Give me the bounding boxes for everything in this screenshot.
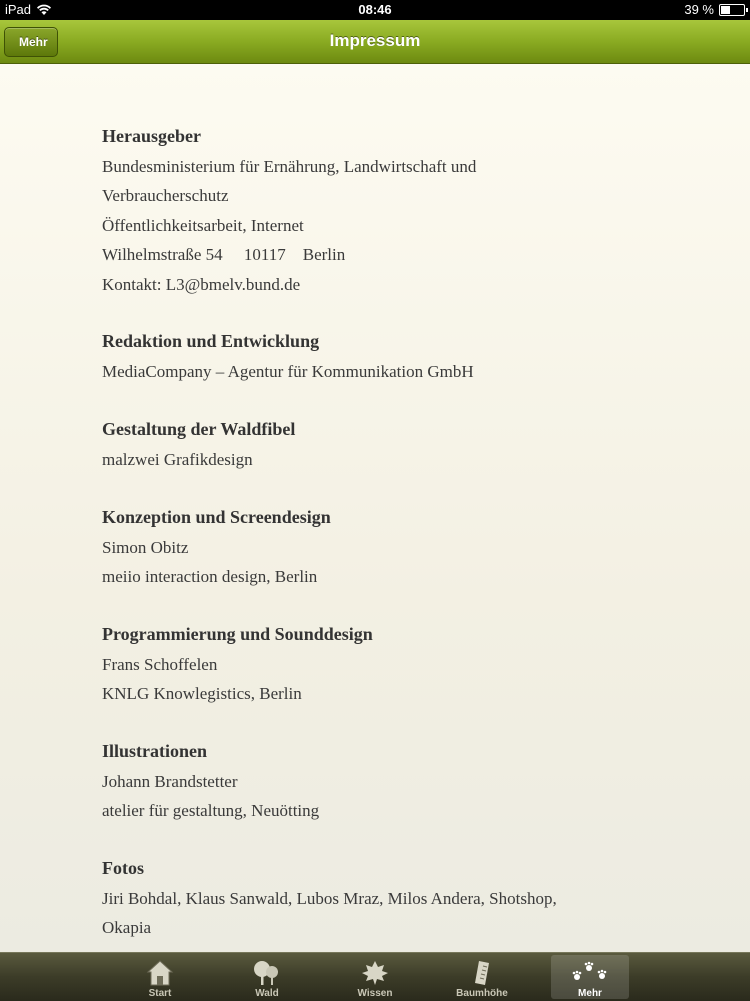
section-line: Wilhelmstraße 54 10117 Berlin xyxy=(102,245,346,264)
tab-mehr[interactable] xyxy=(551,955,629,999)
ruler-icon xyxy=(443,959,521,987)
section-line: Johann Brandstetter xyxy=(102,771,238,791)
section-heading: Konzeption und Screendesign xyxy=(102,507,331,527)
trees-icon xyxy=(228,959,306,987)
device-name: iPad xyxy=(5,2,32,17)
tab-label: Wissen xyxy=(357,988,393,999)
section-heading: Gestaltung der Waldfibel xyxy=(102,419,296,439)
section-konzeption xyxy=(102,503,722,592)
tab-start[interactable] xyxy=(121,955,199,999)
page-title: Impressum xyxy=(329,31,421,50)
section-line: malzwei Grafikdesign xyxy=(102,449,253,469)
tab-label: Wald xyxy=(255,988,279,999)
battery-percent: 39 % xyxy=(684,2,714,17)
contact-email[interactable]: Kontakt: L3@bmelv.bund.de xyxy=(102,274,301,294)
tab-bar xyxy=(0,952,750,1001)
section-line: meiio interaction design, Berlin xyxy=(102,567,318,586)
section-line: Verbraucherschutz xyxy=(102,186,229,205)
section-line: Frans Schoffelen xyxy=(102,654,218,674)
section-redaktion xyxy=(102,327,722,386)
tab-baumhoehe[interactable] xyxy=(443,955,521,999)
paw-prints-icon xyxy=(551,959,629,987)
back-button[interactable]: Mehr xyxy=(4,27,58,57)
section-heading: Illustrationen xyxy=(102,741,208,761)
section-heading: Fotos xyxy=(102,858,144,878)
section-gestaltung xyxy=(102,415,722,474)
impressum-content[interactable] xyxy=(0,64,750,952)
battery-fill xyxy=(721,6,730,14)
section-line: Öffentlichkeitsarbeit, Internet xyxy=(102,215,304,235)
section-illustrationen xyxy=(102,737,722,826)
section-heading: Herausgeber xyxy=(102,126,201,146)
tab-wissen[interactable] xyxy=(336,955,414,999)
section-programmierung xyxy=(102,620,722,709)
leaf-icon xyxy=(336,959,414,987)
section-heading: Programmierung und Sounddesign xyxy=(102,624,373,644)
clock: 08:46 xyxy=(358,2,392,17)
status-bar xyxy=(0,0,750,20)
section-line: Okapia xyxy=(102,918,152,937)
section-fotos xyxy=(102,854,722,943)
section-line: MediaCompany – Agentur für Kommunikation GmbH xyxy=(102,361,474,381)
section-line: Bundesministerium für Ernährung, Landwirtschaft und xyxy=(102,156,477,176)
section-heading: Redaktion und Entwicklung xyxy=(102,331,320,351)
battery-icon xyxy=(719,4,745,16)
tab-wald[interactable] xyxy=(228,955,306,999)
section-line: Simon Obitz xyxy=(102,537,189,557)
section-herausgeber xyxy=(102,122,722,299)
tab-label: Baumhöhe xyxy=(456,988,508,999)
tab-label: Start xyxy=(148,988,172,999)
section-line: Jiri Bohdal, Klaus Sanwald, Lubos Mraz, Milos Andera, Shotshop, xyxy=(102,888,557,908)
section-line: KNLG Knowlegistics, Berlin xyxy=(102,684,302,703)
navigation-bar xyxy=(0,20,750,64)
tab-label: Mehr xyxy=(578,988,602,999)
house-icon xyxy=(121,959,199,987)
section-line: atelier für gestaltung, Neuötting xyxy=(102,801,320,820)
